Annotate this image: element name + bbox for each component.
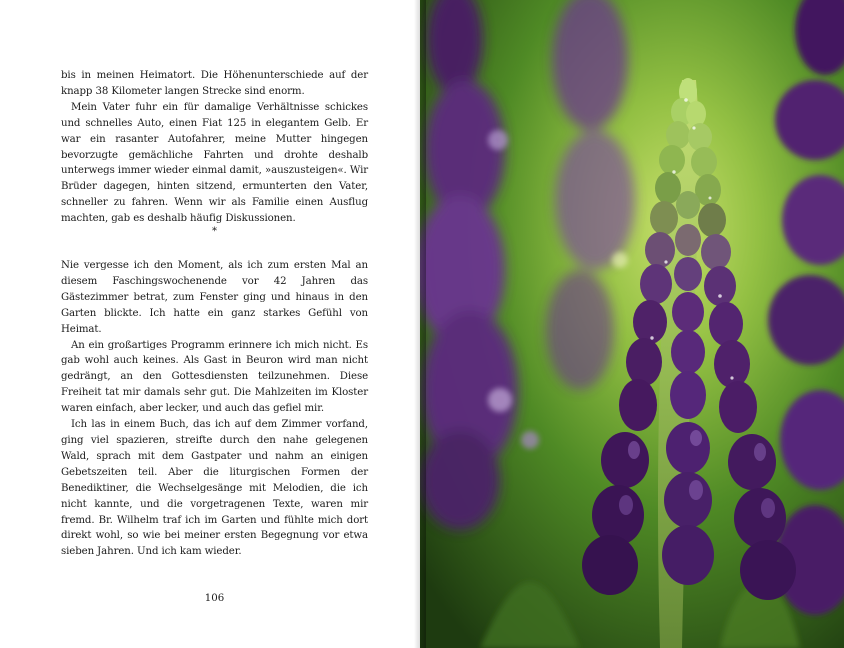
lupine-photo (420, 0, 844, 648)
transition-buds (640, 191, 736, 306)
paragraph: Mein Vater fuhr ein für damalige Verhältnisse schickes und schnelles Auto, einen Fiat 125 in elegantem Gelb. Er war ein rasanter Autofahrer, meine Mutter hingegen bevorzugte gemächliche Fahrten und drohte deshalb unterwegs immer wieder einmal damit, »auszusteigen«. Wir Brüder dagegen, hinten sitzend, ermunterten den Vater, schneller zu fahren. Wenn wir als Familie einen Ausflug machten, gab es deshalb häufig Diskussionen. (61, 101, 368, 225)
paragraph: Nie vergesse ich den Moment, als ich zum ersten Mal an diesem Faschingswochenende vor 42 Jahren das Gästezimmer betrat, zum Fenster ging und hinaus in den Garten blickte. Ich hatte ein ganz starkes Gefühl von Heimat. (61, 260, 368, 335)
page-gutter-shadow (414, 0, 426, 648)
purple-buds (619, 292, 757, 433)
page-number: 106 (204, 593, 225, 604)
left-page (0, 0, 420, 648)
paragraph: An ein großartiges Programm erinnere ich mich nicht. Es gab wohl auch keines. Als Gast in Beuron wird man nicht gedrängt, an den Gottesdiensten teilzunehmen. Diese Freiheit tat mir damals sehr gut. Die Mahlzeiten im Kloster waren einfach, aber lecker, und auch das gefiel mir. (61, 339, 368, 415)
text-block-bottom (61, 258, 368, 560)
text-block-top (61, 68, 368, 227)
open-flowers (582, 422, 796, 600)
section-separator: * (212, 226, 217, 237)
lupine-illustration (420, 0, 844, 648)
paragraph: bis in meinen Heimatort. Die Höhenunterschiede auf der knapp 38 Kilometer langen Strecke sind enorm. (61, 70, 368, 97)
paragraph: Ich las in einem Buch, das ich auf dem Zimmer vorfand, ging viel spazieren, streifte durch den nahe gelegenen Wald, sprach mit dem Gastpater und nahm an einigen Gebetszeiten teil. Aber die liturgischen Formen der Benediktiner, die Wechselgesänge mit Melodien, die ich nicht kannte, und die vorgetragenen Texte, waren mir fremd. Br. Wilhelm traf ich im Garten und fühlte mich dort direkt wohl, so wie bei meiner ersten Begegnung vor etwa sieben Jahren. Und ich kam wieder. (61, 419, 368, 558)
